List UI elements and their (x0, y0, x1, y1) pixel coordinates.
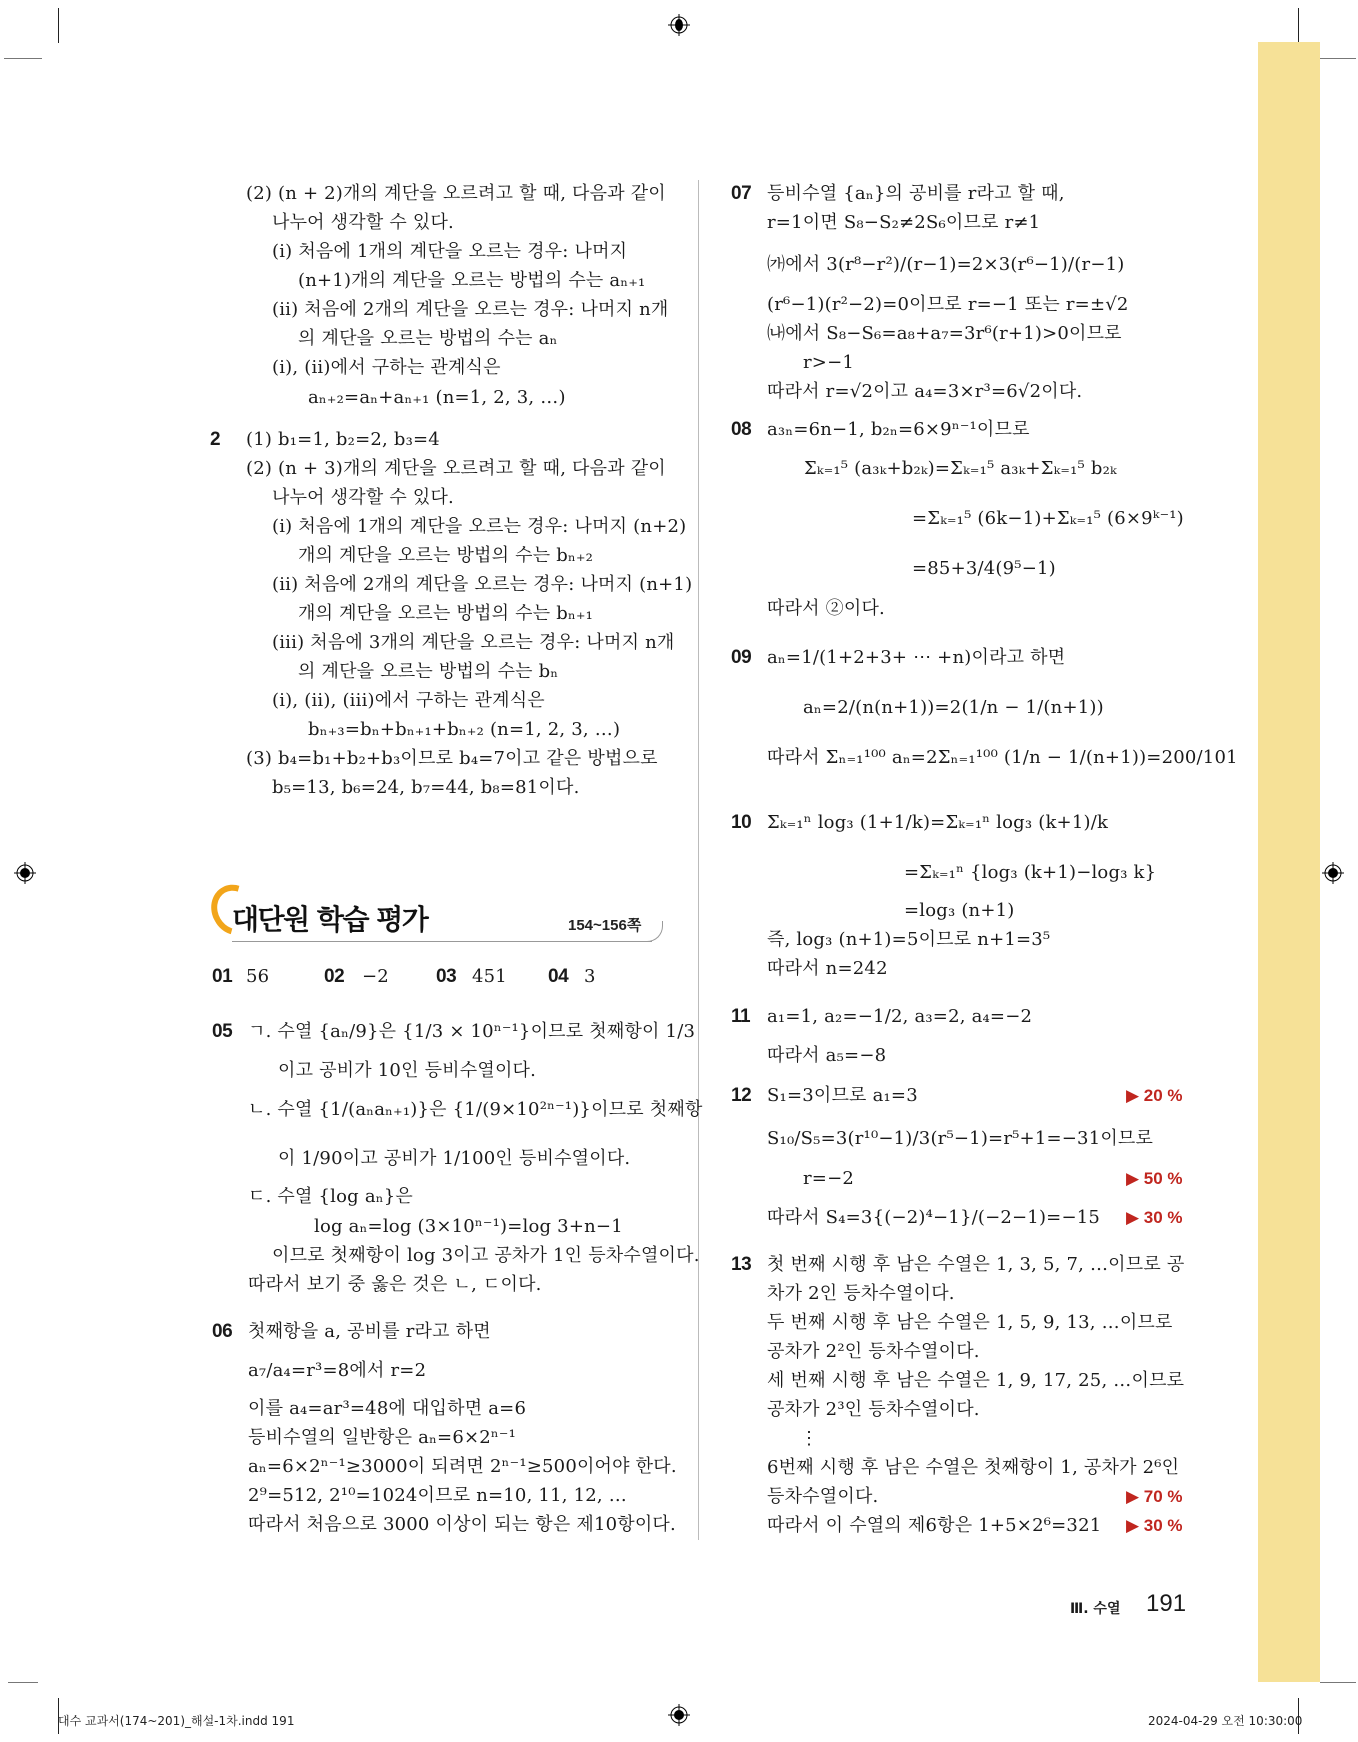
question-number: 2 (210, 429, 221, 450)
crop-mark-top-left (58, 8, 59, 43)
question-number: 08 (731, 419, 752, 440)
chapter-label: Ⅲ. 수열 (1070, 1601, 1121, 1617)
q11-line: a₁=1, a₂=−1/2, a₃=2, a₄=−2 (767, 1006, 1033, 1027)
question-number: 04 (548, 966, 569, 987)
question-number: 09 (731, 647, 752, 668)
registration-mark-top-icon (668, 14, 690, 36)
q13-line: 첫 번째 시행 후 남은 수열은 1, 3, 5, 7, …이므로 공 (767, 1254, 1185, 1275)
q09-line: aₙ=1/(1+2+3+ ⋯ +n)이라고 하면 (767, 647, 1066, 668)
q2-line: 개의 계단을 오르는 방법의 수는 bₙ₊₂ (298, 545, 594, 566)
q13-line: 차가 2인 등차수열이다. (767, 1283, 955, 1304)
score-badge: ▶ 20 % (1126, 1086, 1183, 1105)
q05-line: ㄷ. 수열 {log aₙ}은 (248, 1186, 413, 1207)
q09-line: 따라서 Σₙ₌₁¹⁰⁰ aₙ=2Σₙ₌₁¹⁰⁰ (1/n − 1/(n+1))=200/101 (767, 747, 1238, 768)
crop-mark-top-left-h (4, 58, 42, 59)
q1-line: (2) (n + 2)개의 계단을 오르려고 할 때, 다음과 같이 (246, 183, 666, 204)
q08-line: a₃ₙ=6n−1, b₂ₙ=6×9ⁿ⁻¹이므로 (767, 419, 1030, 440)
q11-line: 따라서 a₅=−8 (767, 1045, 887, 1066)
question-number: 03 (436, 966, 457, 987)
q07-line: 등비수열 {aₙ}의 공비를 r라고 할 때, (767, 183, 1065, 204)
question-number: 02 (324, 966, 345, 987)
accent-side-strip (1258, 42, 1320, 1682)
crop-mark-bottom-right-h (1320, 1682, 1356, 1683)
column-divider (698, 180, 699, 1540)
q2-line: 의 계단을 오르는 방법의 수는 bₙ (298, 661, 559, 682)
q06-line: 등비수열의 일반항은 aₙ=6×2ⁿ⁻¹ (248, 1427, 517, 1448)
q07-line: r=1이면 S₈−S₂≠2S₆이므로 r≠1 (767, 212, 1041, 233)
q13-line: ⋮ (800, 1428, 819, 1449)
q13-line: 6번째 시행 후 남은 수열은 첫째항이 1, 공차가 2⁶인 (767, 1457, 1180, 1478)
printer-file-slug: 대수 교과서(174~201)_해설-1차.indd 191 (58, 1714, 295, 1728)
q10-line: =log₃ (n+1) (904, 900, 1015, 921)
q08-line: =85+3/4(9⁵−1) (912, 558, 1056, 579)
q1-line: (i) 처음에 1개의 계단을 오르는 경우: 나머지 (272, 241, 628, 262)
q07-line: 따라서 r=√2이고 a₄=3×r³=6√2이다. (767, 381, 1083, 402)
q1-line: 나누어 생각할 수 있다. (272, 212, 454, 233)
registration-mark-bottom-icon (668, 1704, 690, 1726)
q05-line: 이 1/90이고 공비가 1/100인 등비수열이다. (278, 1148, 631, 1169)
q05-line: log aₙ=log (3×10ⁿ⁻¹)=log 3+n−1 (314, 1216, 623, 1237)
answer-value: 56 (246, 966, 270, 987)
answer-value: 451 (472, 966, 507, 987)
q2-line: bₙ₊₃=bₙ+bₙ₊₁+bₙ₊₂ (n=1, 2, 3, …) (308, 719, 621, 740)
registration-mark-left-icon (14, 862, 36, 884)
q1-line: (ii) 처음에 2개의 계단을 오르는 경우: 나머지 n개 (272, 299, 669, 320)
q06-line: 2⁹=512, 2¹⁰=1024이므로 n=10, 11, 12, … (248, 1485, 627, 1506)
q12-line: S₁₀/S₅=3(r¹⁰−1)/3(r⁵−1)=r⁵+1=−31이므로 (767, 1128, 1154, 1149)
q12-line: 따라서 S₄=3{(−2)⁴−1}/(−2−1)=−15 (767, 1207, 1101, 1228)
crop-mark-top-right (1298, 8, 1299, 43)
q13-line: 따라서 이 수열의 제6항은 1+5×2⁶=321 (767, 1515, 1102, 1536)
q12-line: r=−2 (803, 1168, 855, 1189)
q07-line: (r⁶−1)(r²−2)=0이므로 r=−1 또는 r=±√2 (767, 294, 1129, 315)
q1-line: 의 계단을 오르는 방법의 수는 aₙ (298, 328, 558, 349)
q13-line: 공차가 2²인 등차수열이다. (767, 1341, 980, 1362)
crop-mark-top-right-h (1320, 58, 1356, 59)
q08-line: 따라서 ②이다. (767, 598, 885, 619)
q10-line: 즉, log₃ (n+1)=5이므로 n+1=3⁵ (767, 929, 1051, 950)
question-number: 12 (731, 1085, 752, 1106)
question-number: 06 (212, 1321, 233, 1342)
q05-line: ㄴ. 수열 {1/(aₙaₙ₊₁)}은 {1/(9×10²ⁿ⁻¹)}이므로 첫째항 (248, 1099, 703, 1120)
q12-line: S₁=3이므로 a₁=3 (767, 1085, 918, 1106)
q13-line: 세 번째 시행 후 남은 수열은 1, 9, 17, 25, …이므로 (767, 1370, 1185, 1391)
q1-line: (n+1)개의 계단을 오르는 방법의 수는 aₙ₊₁ (298, 270, 646, 291)
score-badge: ▶ 30 % (1126, 1516, 1183, 1535)
question-number: 01 (212, 966, 233, 987)
q05-line: 이고 공비가 10인 등비수열이다. (278, 1060, 537, 1081)
printer-datetime: 2024-04-29 오전 10:30:00 (1148, 1714, 1303, 1728)
question-number: 11 (731, 1006, 751, 1027)
q05-line: 따라서 보기 중 옳은 것은 ㄴ, ㄷ이다. (248, 1274, 542, 1295)
score-badge: ▶ 50 % (1126, 1169, 1183, 1188)
section-title: 대단원 학습 평가 (232, 903, 428, 936)
q09-line: aₙ=2/(n(n+1))=2(1/n − 1/(n+1)) (803, 697, 1104, 718)
q08-line: =Σₖ₌₁⁵ (6k−1)+Σₖ₌₁⁵ (6×9ᵏ⁻¹) (912, 508, 1184, 529)
q1-line: aₙ₊₂=aₙ+aₙ₊₁ (n=1, 2, 3, …) (308, 387, 566, 408)
q06-line: 첫째항을 a, 공비를 r라고 하면 (248, 1321, 491, 1342)
q1-line: (i), (ii)에서 구하는 관계식은 (272, 357, 501, 378)
score-badge: ▶ 30 % (1126, 1208, 1183, 1227)
q2-line: (2) (n + 3)개의 계단을 오르려고 할 때, 다음과 같이 (246, 458, 666, 479)
q13-line: 두 번째 시행 후 남은 수열은 1, 5, 9, 13, …이므로 (767, 1312, 1173, 1333)
q05-line: 이므로 첫째항이 log 3이고 공차가 1인 등차수열이다. (272, 1245, 700, 1266)
registration-mark-right-icon (1322, 862, 1344, 884)
q2-line: 개의 계단을 오르는 방법의 수는 bₙ₊₁ (298, 603, 594, 624)
q2-line: (i), (ii), (iii)에서 구하는 관계식은 (272, 690, 545, 711)
question-number: 10 (731, 812, 752, 833)
q2-line: (1) b₁=1, b₂=2, b₃=4 (246, 429, 440, 450)
q07-line: r>−1 (803, 352, 855, 373)
q2-line: (i) 처음에 1개의 계단을 오르는 경우: 나머지 (n+2) (272, 516, 687, 537)
answer-value: 3 (584, 966, 596, 987)
q2-line: b₅=13, b₆=24, b₇=44, b₈=81이다. (272, 777, 580, 798)
q06-line: 따라서 처음으로 3000 이상이 되는 항은 제10항이다. (248, 1514, 676, 1535)
q06-line: aₙ=6×2ⁿ⁻¹≥3000이 되려면 2ⁿ⁻¹≥500이어야 한다. (248, 1456, 677, 1477)
answer-value: −2 (362, 966, 389, 987)
section-pages: 154~156쪽 (568, 917, 642, 934)
question-number: 13 (731, 1254, 752, 1275)
q2-line: (3) b₄=b₁+b₂+b₃이므로 b₄=7이고 같은 방법으로 (246, 748, 658, 769)
q07-line: ㈎에서 3(r⁸−r²)/(r−1)=2×3(r⁶−1)/(r−1) (767, 254, 1125, 275)
q2-line: (iii) 처음에 3개의 계단을 오르는 경우: 나머지 n개 (272, 632, 675, 653)
q08-line: Σₖ₌₁⁵ (a₃ₖ+b₂ₖ)=Σₖ₌₁⁵ a₃ₖ+Σₖ₌₁⁵ b₂ₖ (804, 458, 1117, 479)
question-number: 05 (212, 1021, 233, 1042)
question-number: 07 (731, 183, 752, 204)
section-rule (232, 941, 652, 942)
crop-mark-bottom-left-h (8, 1682, 38, 1683)
q13-line: 등차수열이다. (767, 1486, 879, 1507)
q07-line: ㈏에서 S₈−S₆=a₈+a₇=3r⁶(r+1)>0이므로 (767, 323, 1122, 344)
section-rule-curve (640, 921, 663, 942)
q2-line: 나누어 생각할 수 있다. (272, 487, 454, 508)
q10-line: =Σₖ₌₁ⁿ {log₃ (k+1)−log₃ k} (904, 862, 1157, 883)
score-badge: ▶ 70 % (1126, 1487, 1183, 1506)
q13-line: 공차가 2³인 등차수열이다. (767, 1399, 980, 1420)
q10-line: Σₖ₌₁ⁿ log₃ (1+1/k)=Σₖ₌₁ⁿ log₃ (k+1)/k (767, 812, 1109, 833)
page-number: 191 (1146, 1590, 1187, 1617)
q10-line: 따라서 n=242 (767, 958, 888, 979)
q06-line: a₇/a₄=r³=8에서 r=2 (248, 1360, 427, 1381)
q05-line: ㄱ. 수열 {aₙ/9}은 {1/3 × 10ⁿ⁻¹}이므로 첫째항이 1/3 (248, 1021, 696, 1042)
q2-line: (ii) 처음에 2개의 계단을 오르는 경우: 나머지 (n+1) (272, 574, 693, 595)
q06-line: 이를 a₄=ar³=48에 대입하면 a=6 (248, 1398, 527, 1419)
